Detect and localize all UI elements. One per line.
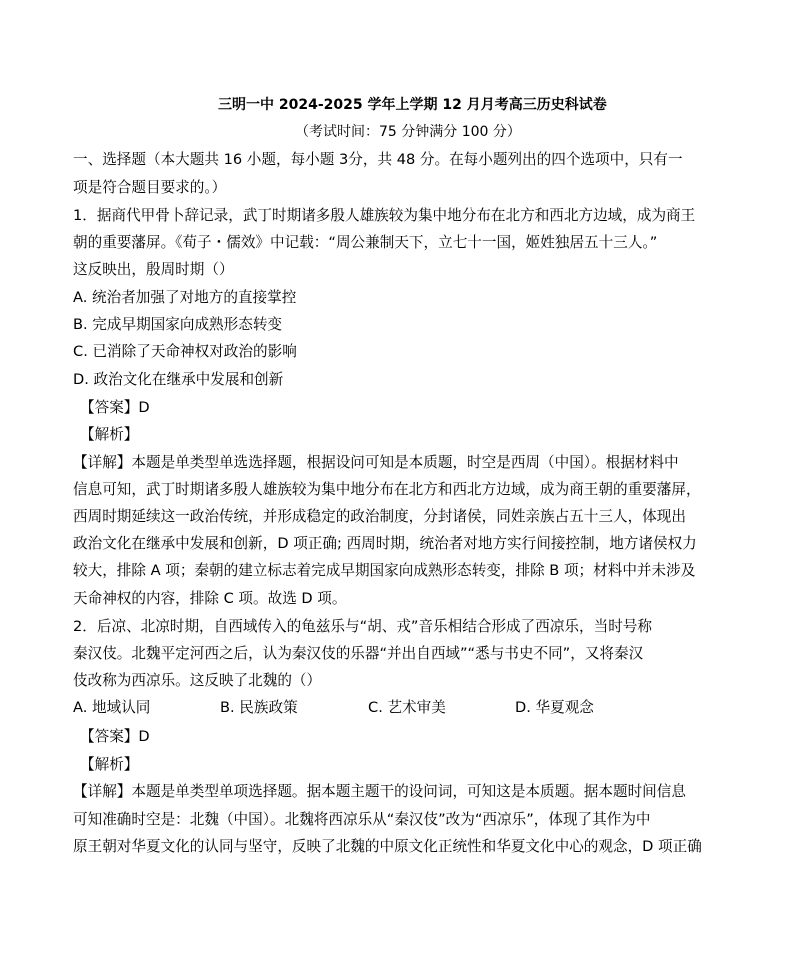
q1-option-a: A. 统治者加强了对地方的直接掌控 — [73, 289, 297, 306]
q2-option-d: D. 华夏观念 — [515, 699, 594, 716]
q2-option-c: C. 艺术审美 — [368, 699, 446, 716]
page-title: 三明一中 2024-2025 学年上学期 12 月月考高三历史科试卷 — [218, 97, 607, 113]
q2-detail-line-1: 【详解】本题是单类型单项选择题。据本题主题干的设问词，可知这是本质题。据本题时间信息 — [73, 783, 686, 800]
q2-stem-line-1: 2．后凉、北凉时期，自西域传入的龟兹乐与“胡、戎”音乐相结合形成了西凉乐，当时号称 — [73, 618, 652, 635]
q1-detail-line-3: 西周时期延续这一政治传统，并形成稳定的政治制度，分封诸侯，同姓亲族占五十三人，体现出 — [73, 508, 686, 525]
exam-time-note: （考试时间：75 分钟满分 100 分） — [295, 124, 521, 140]
q1-detail-line-4: 政治文化在继承中发展和创新，D 项正确; 西周时期，统治者对地方实行间接控制，地方诸侯权力 — [73, 535, 697, 552]
section-heading-line-1: 一、选择题（本大题共 16 小题，每小题 3分，共 48 分。在每小题列出的四个选项中，只有一 — [73, 151, 683, 168]
section-heading-line-2: 项是符合题目要求的。） — [73, 179, 227, 196]
q2-analysis-label: 【解析】 — [80, 756, 139, 773]
q1-analysis-label: 【解析】 — [80, 426, 139, 443]
q1-detail-line-2: 信息可知，武丁时期诸多殷人雄族较为集中地分布在北方和西北方边域，成为商王朝的重要藩屏， — [73, 481, 701, 498]
q2-option-a: A. 地域认同 — [73, 699, 151, 716]
q1-detail-line-6: 天命神权的内容，排除 C 项。故选 D 项。 — [73, 590, 347, 607]
q2-detail-line-3: 原王朝对华夏文化的认同与坚守，反映了北魏的中原文化正统性和华夏文化中心的观念，D 项正确 — [73, 838, 702, 855]
q2-stem-line-3: 伎改称为西凉乐。这反映了北魏的（） — [73, 672, 322, 689]
q1-option-c: C. 已消除了天命神权对政治的影响 — [73, 343, 297, 360]
q2-answer: 【答案】D — [80, 728, 150, 745]
q1-detail-line-5: 较大，排除 A 项；秦朝的建立标志着完成早期国家向成熟形态转变，排除 B 项；材料中并未涉及 — [73, 562, 696, 579]
q1-option-b: B. 完成早期国家向成熟形态转变 — [73, 316, 283, 333]
q1-option-d: D. 政治文化在继承中发展和创新 — [73, 371, 284, 388]
q2-stem-line-2: 秦汉伎。北魏平定河西之后，认为秦汉伎的乐器“并出自西域”“悉与书史不同”，又将秦汉 — [73, 645, 644, 662]
q1-stem-line-3: 这反映出，殷周时期（） — [73, 261, 234, 278]
q1-stem-line-2: 朝的重要藩屏。《荀子・儒效》中记载：“周公兼制天下，立七十一国，姬姓独居五十三人。” — [73, 234, 658, 251]
q2-detail-line-2: 可知准确时空是：北魏（中国）。北魏将西凉乐从“秦汉伎”改为“西凉乐”，体现了其作为中 — [73, 811, 651, 828]
q1-detail-line-1: 【详解】本题是单类型单选选择题，根据设问可知是本质题，时空是西周（中国）。根据材料中 — [73, 454, 679, 471]
q2-option-b: B. 民族政策 — [220, 699, 298, 716]
q1-stem-line-1: 1．据商代甲骨卜辞记录，武丁时期诸多殷人雄族较为集中地分布在北方和西北方边域，成为商王 — [73, 207, 696, 224]
q1-answer: 【答案】D — [80, 399, 150, 416]
